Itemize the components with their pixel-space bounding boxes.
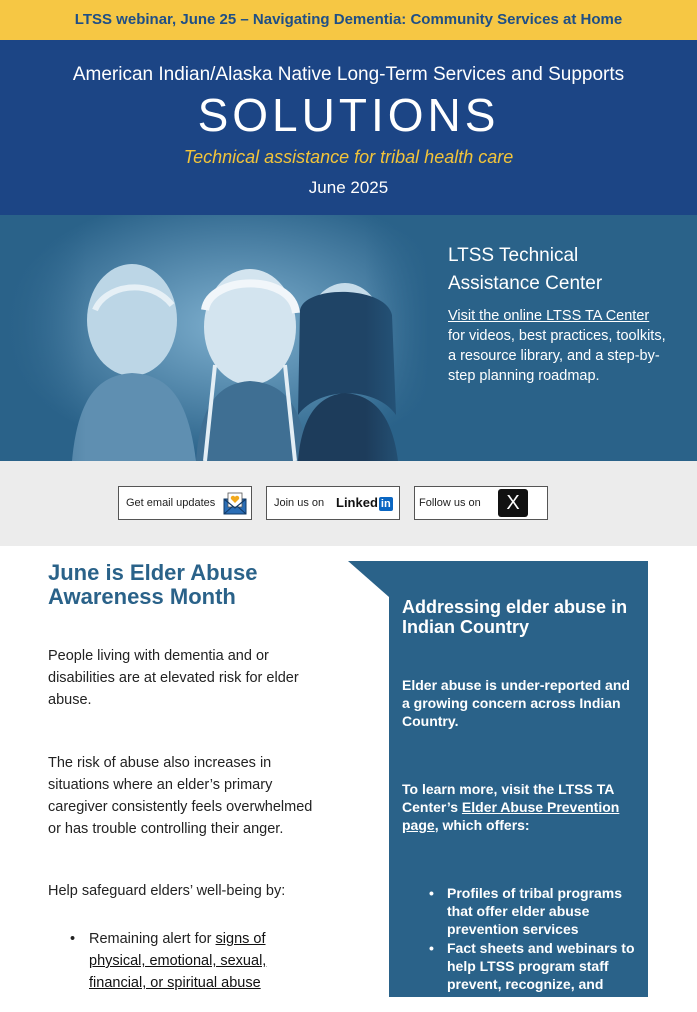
sidebar-p2-suffix: , which offers: — [434, 817, 530, 833]
linkedin-logo-icon — [336, 495, 393, 511]
article-paragraph-3: Help safeguard elders’ well-being by: — [48, 883, 286, 899]
article-paragraph-2: The risk of abuse also increases in situations where an elder’s primary caregiver consistently feels overwhelmed or has trouble controlling their anger. — [48, 755, 313, 837]
masthead-tagline: Technical assistance for tribal health care — [183, 147, 514, 167]
envelope-icon — [223, 491, 247, 515]
x-follow-label: Follow us on — [419, 497, 481, 509]
masthead — [0, 40, 697, 215]
ta-center-description — [448, 306, 668, 386]
webinar-banner-link[interactable]: LTSS webinar, June 25 – Navigating Dementia: Community Services at Home — [74, 11, 623, 28]
list-item: • Profiles of tribal programs that offer elder abuse prevention services — [402, 884, 638, 938]
main-article — [48, 560, 338, 991]
elders-portrait-photo — [0, 215, 430, 461]
list-item: • Fact sheets and webinars to help LTSS program staff prevent, recognize, and respond to elder abuse — [402, 939, 638, 1011]
social-bar — [0, 461, 697, 546]
issue-date: June 2025 — [308, 178, 389, 197]
x-follow-button[interactable] — [414, 486, 548, 520]
article-paragraph-1: People living with dementia and or disabilities are at elevated risk for elder abuse. — [48, 648, 299, 708]
sidebar-paragraph-1: Elder abuse is under-reported and a growing concern across Indian Country. — [402, 677, 630, 729]
ta-center-heading-line1: LTSS Technical — [448, 245, 579, 266]
article-title: June is Elder Abuse Awareness Month — [48, 560, 258, 609]
sidebar-paragraph-2 — [402, 780, 640, 834]
linkedin-button[interactable] — [266, 486, 400, 520]
linkedin-word: Linked — [336, 495, 378, 510]
top-banner — [0, 0, 697, 40]
email-updates-label: Get email updates — [126, 497, 216, 509]
hero-section — [0, 215, 697, 461]
sidebar-title: Addressing elder abuse in Indian Country — [402, 597, 628, 637]
ta-center-heading — [448, 242, 678, 298]
sidebar-corner-decoration — [348, 561, 389, 597]
ta-center-heading-line2: Assistance Center — [448, 273, 603, 294]
linkedin-label: Join us on — [274, 497, 325, 509]
sidebar-panel — [389, 561, 648, 1010]
sidebar-p2-prefix: To learn more, visit the LTSS TA Center’s — [402, 781, 614, 815]
ta-center-body: for videos, best practices, toolkits, a resource library, and a step-by-step planning roadmap. — [448, 328, 666, 384]
masthead-title: SOLUTIONS — [197, 89, 500, 141]
elder-abuse-prevention-link[interactable]: Elder Abuse Prevention page — [402, 799, 620, 833]
sidebar-offer-list — [402, 884, 638, 1012]
list-item — [48, 928, 308, 994]
safeguard-list — [48, 928, 308, 994]
abuse-signs-link[interactable]: signs of physical, emotional, sexual, financial, or spiritual abuse — [89, 931, 267, 991]
x-logo-icon: X — [498, 489, 528, 517]
masthead-subtitle: American Indian/Alaska Native Long-Term Services and Supports — [72, 64, 625, 85]
email-updates-button[interactable] — [118, 486, 252, 520]
bullet1-prefix: Remaining alert for — [89, 931, 216, 947]
ta-center-link[interactable]: Visit the online LTSS TA Center — [448, 308, 650, 324]
linkedin-box: in — [380, 498, 391, 510]
